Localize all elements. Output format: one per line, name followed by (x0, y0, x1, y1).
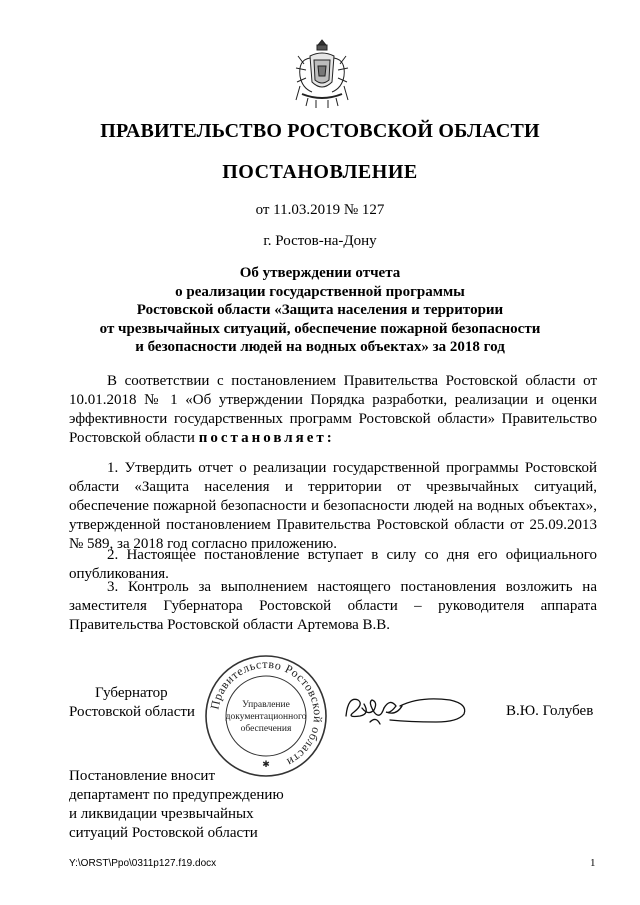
subject-line: Об утверждении отчета (239, 265, 401, 281)
svg-text:✱: ✱ (262, 759, 270, 769)
page-number: 1 (590, 857, 596, 869)
decree-city: г. Ростов-на-Дону (263, 233, 377, 249)
decree-item-2: 2. Настоящее постановление вступает в силу со дня его официального опубликования. (69, 547, 597, 582)
decree-dateline: от 11.03.2019 № 127 (255, 202, 385, 218)
document-type-title: ПОСТАНОВЛЕНИЕ (222, 161, 418, 183)
official-stamp (203, 653, 329, 779)
subject-line: Ростовской области «Защита населения и территории (136, 302, 504, 319)
signatory-title-line: Губернатор (95, 685, 168, 701)
note-line: и ликвидации чрезвычайных (69, 806, 254, 822)
handwritten-signature-icon (340, 686, 470, 730)
coat-of-arms-icon (292, 36, 352, 112)
subject-line: от чрезвычайных ситуаций, обеспечение пожарной безопасности (99, 320, 541, 337)
note-line: департамент по предупреждению (69, 787, 284, 803)
subject-line: и безопасности людей на водных объектах» за 2018 год (135, 339, 505, 356)
decree-item-1: 1. Утвердить отчет о реализации государственной программы Ростовской области «Защита населения и территории от чрезвычайных ситуаций, обеспечение пожарной безопасности и безопасности людей на водных объектах», утвержденной постановлением Правительства Ростовской области от 25.09.2013 № 589, за 2018 год согласно приложению. (69, 460, 597, 552)
preamble-text: В соответствии с постановлением Правительства Ростовской области от 10.01.2018 № 1 «Об утверждении Порядка разработки, реализации и оценки эффективности государственных программ Ростовской области» Правительство Ростовской области (69, 373, 597, 446)
note-line: ситуаций Ростовской области (69, 825, 258, 841)
stamp-inner-line: обеспечения (240, 724, 292, 734)
stamp-inner-line: Управление (242, 700, 290, 710)
government-title: ПРАВИТЕЛЬСТВО РОСТОВСКОЙ ОБЛАСТИ (100, 120, 540, 142)
decree-item-3: 3. Контроль за выполнением настоящего постановления возложить на заместителя Губернатора Ростовской области – руководителя аппарата Правительства Ростовской области Артемова В.В. (69, 579, 597, 633)
submitted-by-note (69, 767, 284, 843)
note-line: Постановление вносит (69, 768, 216, 784)
decree-subject (70, 264, 570, 357)
signatory-title (69, 684, 195, 722)
stamp-ring-text: Правительство Ростовской области (207, 656, 326, 770)
signatory-name: В.Ю. Голубев (506, 703, 594, 719)
subject-line: о реализации государственной программы (175, 283, 465, 300)
resolves-keyword: постановляет: (198, 430, 335, 446)
stamp-inner-line: документационного (225, 712, 307, 722)
preamble-paragraph (69, 372, 597, 448)
signatory-title-line: Ростовской области (69, 704, 195, 720)
file-path: Y:\ORST\Ppo\0311p127.f19.docx (69, 858, 217, 869)
